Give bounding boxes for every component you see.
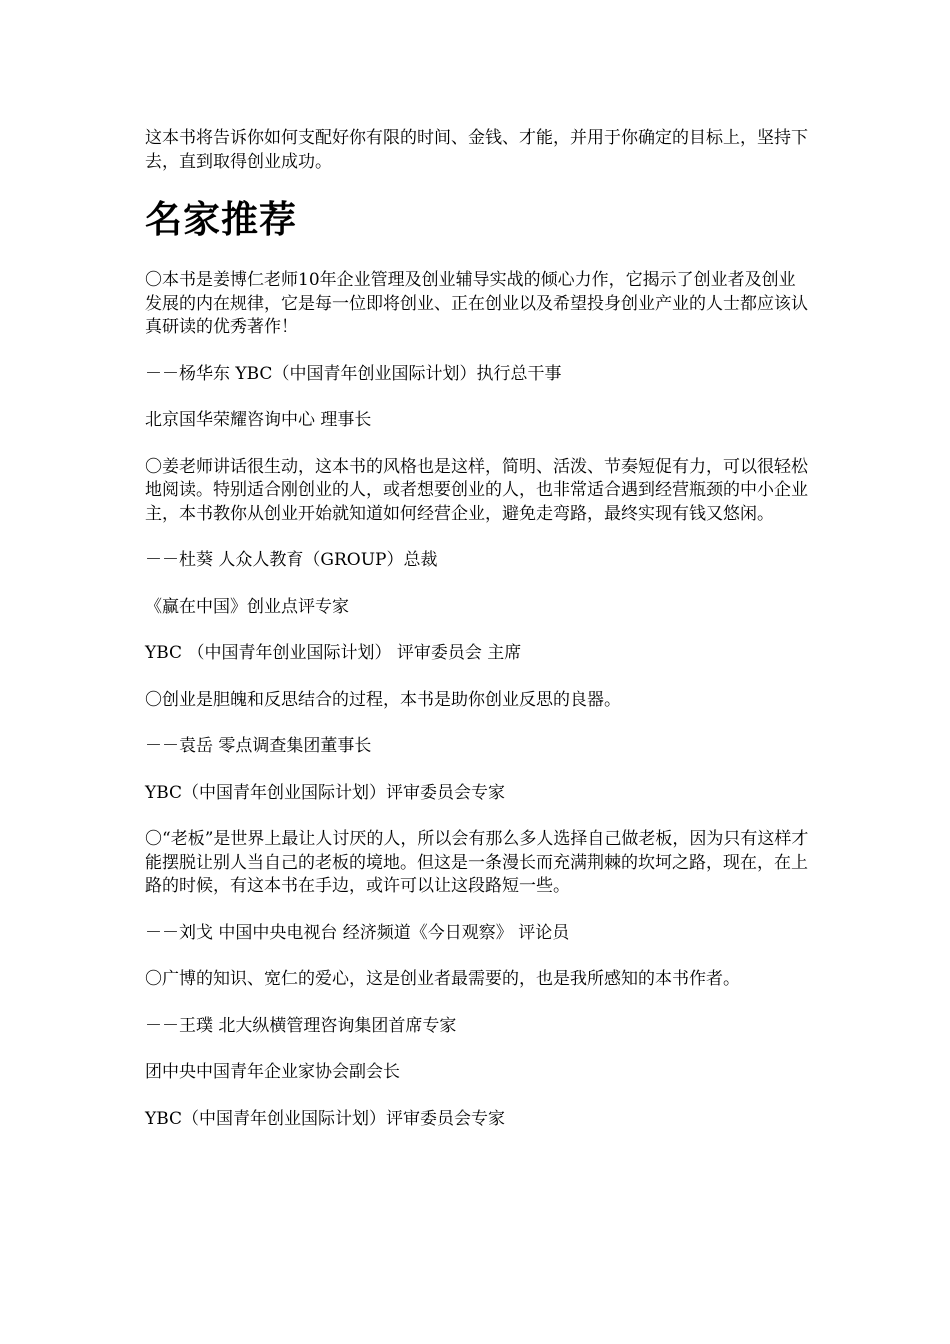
intro-paragraph: 这本书将告诉你如何支配好你有限的时间、金钱、才能，并用于你确定的目标上，坚持下去，直到取得创业成功。 (145, 128, 808, 172)
recommendation-quote: 〇本书是姜博仁老师10年企业管理及创业辅导实战的倾心力作，它揭示了创业者及创业发展的内在规律，它是每一位即将创业、正在创业以及希望投身创业产业的人士都应该认真研读的优秀著作！ (145, 270, 808, 337)
recommendation-quote: 〇创业是胆魄和反思结合的过程，本书是助你创业反思的良器。 (145, 689, 621, 710)
recommendation-attribution: 《赢在中国》创业点评专家 (145, 596, 349, 617)
recommendation-attribution: －－王璞 北大纵横管理咨询集团首席专家 (145, 1015, 457, 1036)
recommendation-attribution: －－袁岳 零点调查集团董事长 (145, 736, 372, 756)
recommendation-attribution: －－杜葵 人众人教育（GROUP）总裁 (145, 550, 438, 570)
recommendation-attribution: －－刘戈 中国中央电视台 经济频道《今日观察》 评论员 (145, 922, 570, 943)
recommendation-quote: 〇姜老师讲话很生动，这本书的风格也是这样，简明、活泼、节奏短促有力，可以很轻松地阅读。特别适合刚创业的人，或者想要创业的人，也非常适合遇到经营瓶颈的中小企业主，本书教你从创业开始就知道如何经营企业，避免走弯路，最终实现有钱又悠闲。 (145, 456, 808, 524)
recommendation-attribution: YBC（中国青年创业国际计划）评审委员会专家 (145, 1108, 506, 1129)
recommendation-attribution: 团中央中国青年企业家协会副会长 (145, 1062, 400, 1082)
recommendation-attribution: －－杨华东 YBC（中国青年创业国际计划）执行总干事 (145, 363, 562, 384)
recommendation-attribution: 北京国华荣耀咨询中心 理事长 (145, 410, 372, 430)
section-title: 名家推荐 (145, 198, 297, 241)
recommendation-attribution: YBC （中国青年创业国际计划） 评审委员会 主席 (145, 643, 522, 663)
recommendation-quote: 〇广博的知识、宽仁的爱心，这是创业者最需要的，也是我所感知的本书作者。 (145, 969, 740, 989)
recommendation-quote: 〇“老板”是世界上最让人讨厌的人，所以会有那么多人选择自己做老板，因为只有这样才能摆脱让别人当自己的老板的境地。但这是一条漫长而充满荆棘的坎坷之路，现在，在上路的时候，有这本书在手边，或许可以让这段路短一些。 (145, 829, 809, 896)
document-page (145, 127, 810, 1154)
recommendation-attribution: YBC（中国青年创业国际计划）评审委员会专家 (145, 782, 506, 803)
